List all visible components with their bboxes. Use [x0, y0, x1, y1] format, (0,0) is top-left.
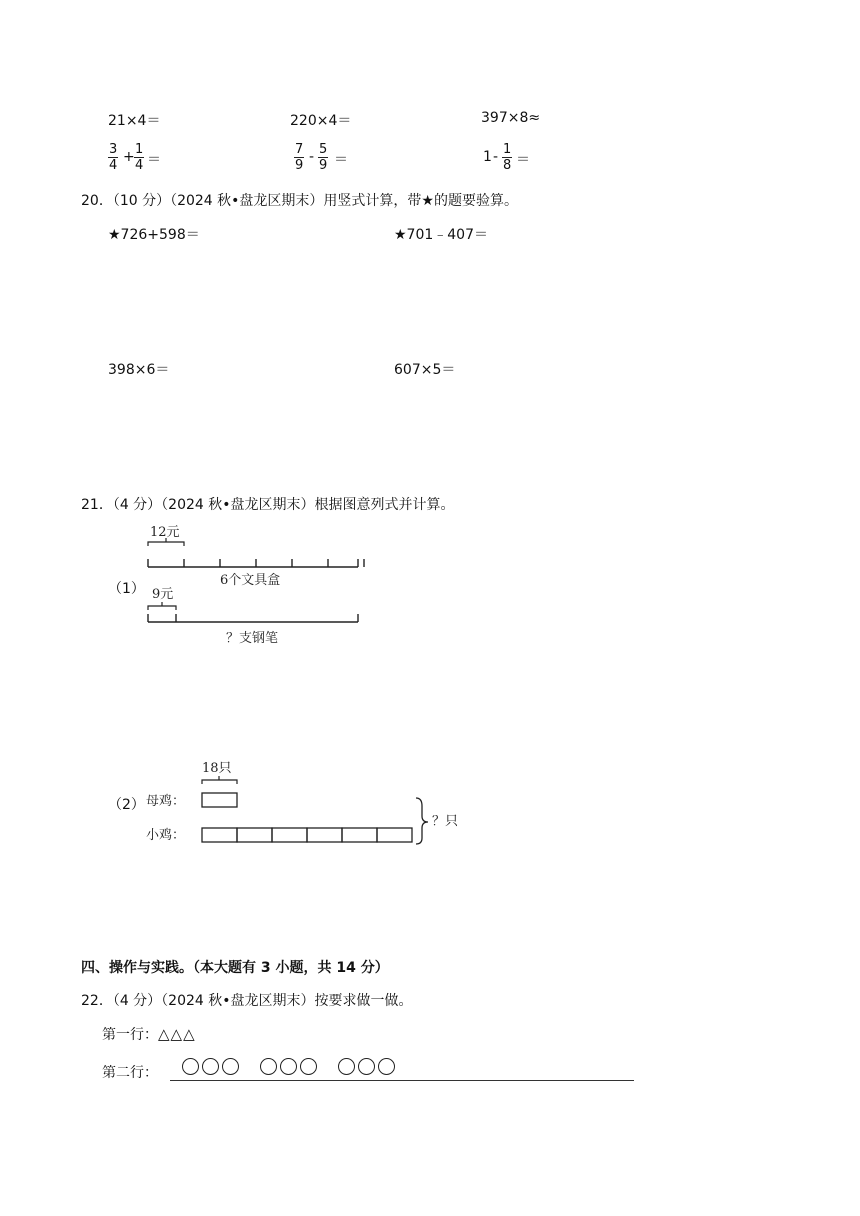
line-segment-diagram-1 — [140, 522, 370, 652]
part-1-label: （1） — [108, 581, 145, 597]
answer-line[interactable] — [170, 1080, 634, 1081]
circle-group — [182, 1059, 242, 1075]
circle-shape — [280, 1058, 297, 1075]
circle-group — [338, 1059, 398, 1075]
question-amount: ？只 — [432, 814, 459, 829]
circle-shape — [182, 1058, 199, 1075]
top-brace — [148, 542, 184, 546]
top-caption: 6个文具盒 — [220, 573, 281, 588]
fraction-1-8: $\frac{1}{8}$ — [503, 142, 512, 173]
triangles: △△△ — [158, 1025, 196, 1043]
fraction-5-9: $\frac{5}{9}$ — [319, 142, 328, 173]
chick-box — [202, 828, 237, 842]
fraction-3-4: $\frac{3}{4}$ — [109, 142, 118, 173]
right-brace — [416, 798, 428, 844]
question-22-title: 22．（4 分）（2024 秋•盘龙区期末）按要求做一做。 — [81, 993, 413, 1009]
question-21-title: 21．（4 分）（2024 秋•盘龙区期末）根据图意列式并计算。 — [81, 497, 455, 513]
row-2-label: 第二行： — [102, 1065, 158, 1081]
circle-shape — [260, 1058, 277, 1075]
circle-shape — [358, 1058, 375, 1075]
row-1 — [102, 1024, 196, 1044]
chick-box — [272, 828, 307, 842]
hen-chick-diagram — [140, 756, 470, 851]
circle-shape — [202, 1058, 219, 1075]
problem-398x6: 398×6＝ — [108, 362, 170, 378]
problem-701-minus-407: ★701﹣407＝ — [394, 227, 488, 243]
part-2-label: （2） — [108, 797, 145, 813]
chick-box — [377, 828, 412, 842]
circle-shape — [222, 1058, 239, 1075]
problem-397x8: 397×8≈ — [481, 110, 541, 126]
row-1-label: 第一行： — [102, 1027, 158, 1043]
circle-row — [182, 1058, 416, 1075]
circle-shape — [378, 1058, 395, 1075]
problem-220x4: 220×4＝ — [290, 113, 352, 129]
problem-21x4: 21×4＝ — [108, 113, 161, 129]
hen-label: 母鸡： — [146, 794, 186, 809]
chick-box — [237, 828, 272, 842]
circle-group — [260, 1059, 320, 1075]
hen-brace — [202, 780, 237, 784]
bottom-brace — [148, 606, 176, 610]
fraction-1-4: $\frac{1}{4}$ — [135, 142, 144, 173]
chick-label: 小鸡： — [146, 828, 186, 843]
question-20-title: 20．（10 分）（2024 秋•盘龙区期末）用竖式计算，带★的题要验算。 — [81, 193, 518, 209]
fraction-7-9: $\frac{7}{9}$ — [295, 142, 304, 173]
problem-726-plus-598: ★726+598＝ — [108, 227, 200, 243]
top-amount: 12元 — [150, 525, 180, 540]
section-4-title: 四、操作与实践。（本大题有 3 小题，共 14 分） — [81, 960, 389, 976]
problem-607x5: 607×5＝ — [394, 362, 456, 378]
circle-shape — [300, 1058, 317, 1075]
hen-box — [202, 793, 237, 807]
circle-shape — [338, 1058, 355, 1075]
bottom-caption: ？支钢笔 — [226, 631, 279, 646]
chick-box — [342, 828, 377, 842]
bottom-amount: 9元 — [152, 587, 174, 602]
hen-amount: 18只 — [202, 761, 232, 776]
chick-box — [307, 828, 342, 842]
